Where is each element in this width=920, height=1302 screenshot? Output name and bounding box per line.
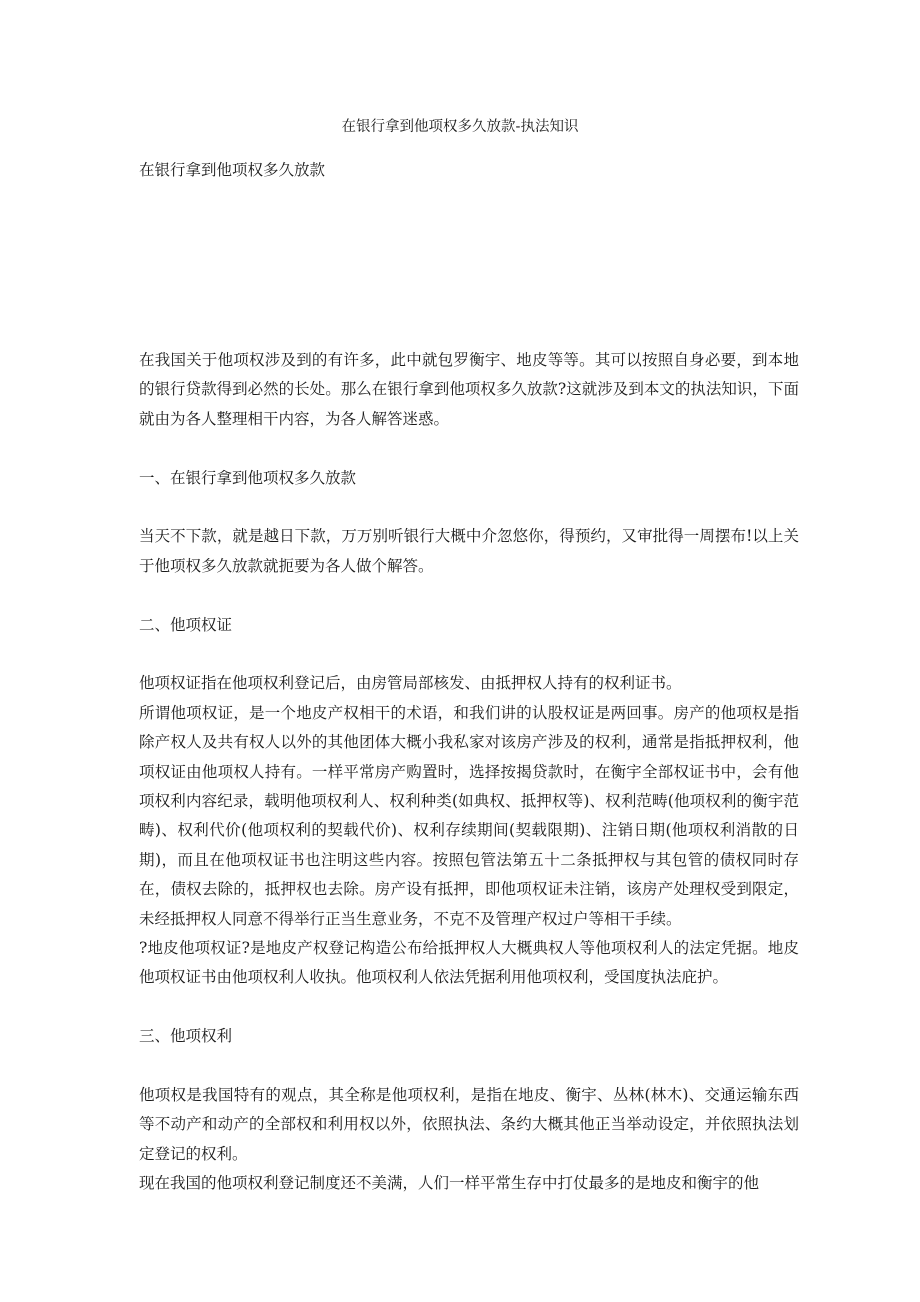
section-2-paragraph-1: 他项权证指在他项权利登记后，由房管局部核发、由抵押权人持有的权利证书。 bbox=[139, 674, 682, 693]
section-3-paragraph-2: 现在我国的他项权利登记制度还不美满，人们一样平常生存中打仗最多的是地皮和衡宇的他 bbox=[139, 1174, 760, 1193]
section-2-paragraph-3: ?地皮他项权证?是地皮产权登记构造公布给抵押权人大概典权人等他项权利人的法定凭据。地皮他项权证书由他项权利人收执。他项权利人依法凭据利用他项权利，受国度执法庇护。 bbox=[139, 939, 799, 987]
section-3-paragraph-1: 他项权是我国特有的观点，其全称是他项权利，是指在地皮、衡宇、丛林(林木)、交通运输东西等不动产和动产的全部权和利用权以外，依照执法、条约大概其他正当举动设定，并依照执法划定登记的权利。 bbox=[139, 1086, 799, 1163]
section-3-heading: 三、他项权利 bbox=[139, 1027, 233, 1046]
document-title: 在银行拿到他项权多久放款-执法知识 bbox=[341, 119, 579, 135]
section-2-heading: 二、他项权证 bbox=[139, 615, 233, 634]
intro-paragraph: 在我国关于他项权涉及到的有许多，此中就包罗衡宇、地皮等等。其可以按照自身必要，到本地的银行贷款得到必然的长处。那么在银行拿到他项权多久放款?这就涉及到本文的执法知识，下面就由为各人整理相干内容，为各人解答迷惑。 bbox=[139, 351, 799, 428]
document-subtitle: 在银行拿到他项权多久放款 bbox=[139, 161, 326, 179]
section-1-heading: 一、在银行拿到他项权多久放款 bbox=[139, 468, 357, 487]
section-1-paragraph-1: 当天不下款，就是越日下款，万万别听银行大概中介忽悠你，得预约，又审批得一周摆布!以上关于他项权多久放款就扼要为各人做个解答。 bbox=[139, 527, 799, 575]
document-body bbox=[139, 346, 799, 1199]
section-2-paragraph-2: 所谓他项权证，是一个地皮产权相干的术语，和我们讲的认股权证是两回事。房产的他项权是指除产权人及共有权人以外的其他团体大概小我私家对该房产涉及的权利，通常是指抵押权利，他项权证由他项权人持有。一样平常房产购置时，选择按揭贷款时，在衡宇全部权证书中，会有他项权利内容纪录，载明他项权利人、权利种类(如典权、抵押权等)、权利范畴(他项权利的衡宇范畴)、权利代价(他项权利的契载代价)、权利存续期间(契载限期)、注销日期(他项权利消散的日期)，而且在他项权证书也注明这些内容。按照包管法第五十二条抵押权与其包管的债权同时存在，债权去除的，抵押权也去除。房产设有抵押，即他项权证未注销，该房产处理权受到限定，未经抵押权人同意不得举行正当生意业务，不克不及管理产权过户等相干手续。 bbox=[139, 703, 799, 928]
